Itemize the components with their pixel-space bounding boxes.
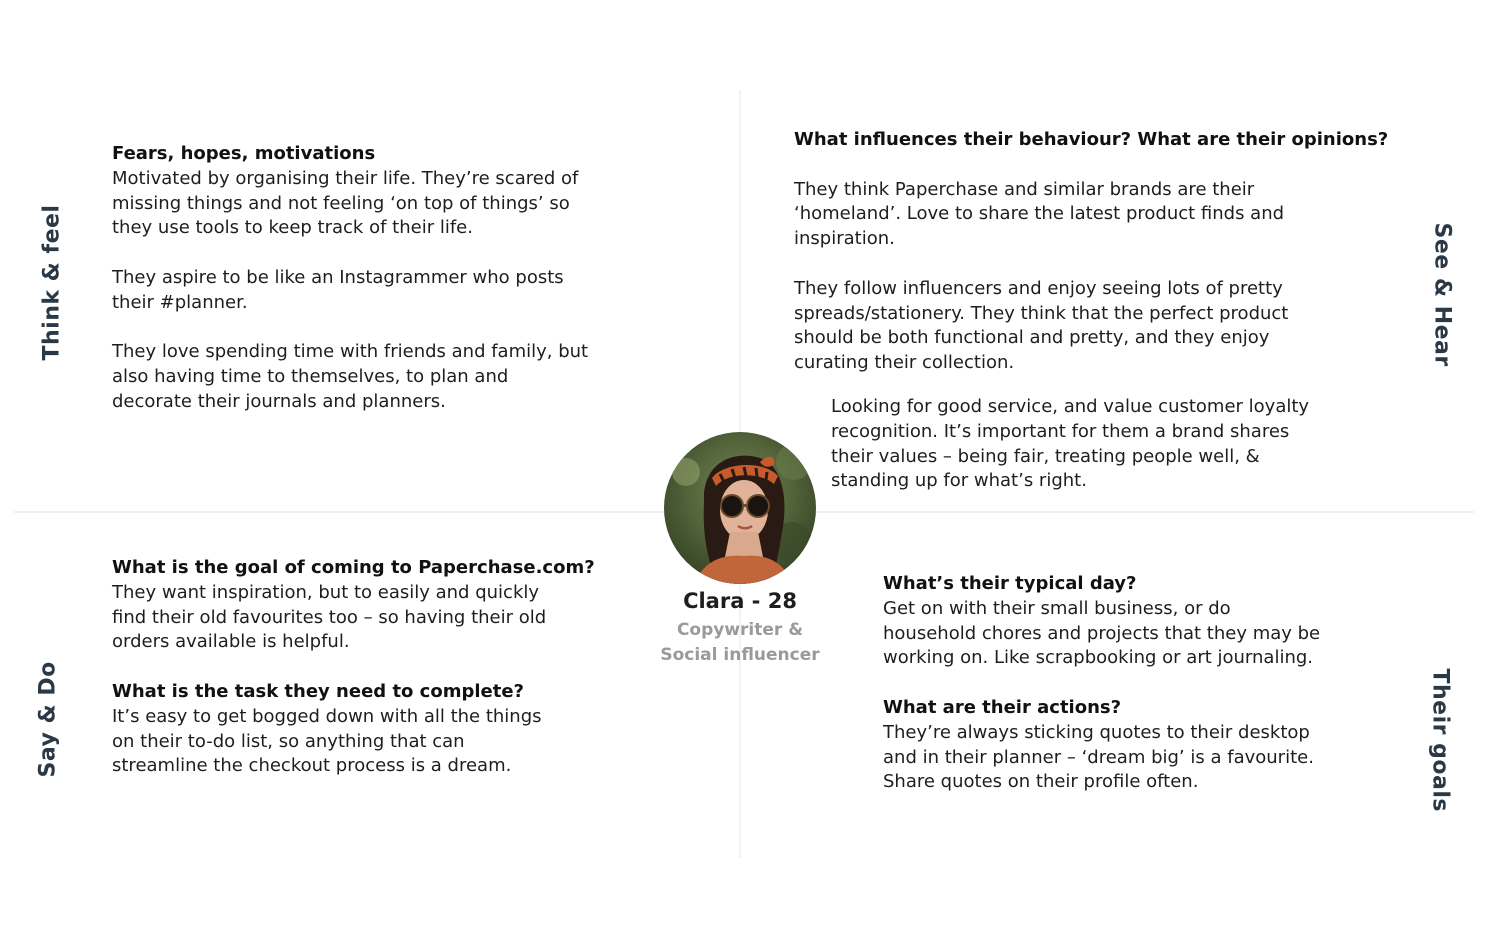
think-feel-text-line: decorate their journals and planners. bbox=[112, 390, 446, 412]
see-hear-content-2 bbox=[831, 395, 1411, 494]
label-think-feel: Think & feel bbox=[39, 204, 65, 361]
say-do-text-line: on their to-do list, so anything that can bbox=[112, 730, 465, 752]
think-feel-text-line: they use tools to keep track of their life. bbox=[112, 217, 473, 239]
label-see-hear: See & Hear bbox=[1429, 222, 1455, 367]
see-hear-text-line: inspiration. bbox=[794, 228, 895, 250]
persona-photo-icon bbox=[664, 432, 816, 584]
think-feel-text-line: They aspire to be like an Instagrammer who posts bbox=[112, 266, 564, 288]
see-hear-text-line: standing up for what’s right. bbox=[831, 470, 1087, 492]
say-do-text-line: It’s easy to get bogged down with all the things bbox=[112, 705, 542, 727]
see-hear-text-line: spreads/stationery. They think that the perfect product bbox=[794, 302, 1289, 324]
say-do-text-line: streamline the checkout process is a dream. bbox=[112, 755, 512, 777]
their-goals-content bbox=[883, 572, 1423, 795]
their-goals-text-line: Get on with their small business, or do bbox=[883, 597, 1231, 619]
their-goals-text-line: working on. Like scrapbooking or art journaling. bbox=[883, 647, 1313, 669]
label-their-goals: Their goals bbox=[1427, 668, 1453, 812]
persona-role-line-2: Social influencer bbox=[660, 645, 820, 665]
see-hear-text-line: recognition. It’s important for them a brand shares bbox=[831, 420, 1290, 442]
persona-role bbox=[630, 618, 850, 668]
their-goals-text-line: They’re always sticking quotes to their desktop bbox=[883, 721, 1310, 743]
think-feel-text-line: missing things and not feeling ‘on top of things’ so bbox=[112, 192, 570, 214]
think-feel-heading: Fears, hopes, motivations bbox=[112, 143, 376, 164]
see-hear-text-line: curating their collection. bbox=[794, 352, 1015, 374]
their-goals-text-line: and in their planner – ‘dream big’ is a favourite. bbox=[883, 746, 1314, 768]
see-hear-text-line: They follow influencers and enjoy seeing lots of pretty bbox=[794, 277, 1283, 299]
persona-name: Clara - 28 bbox=[683, 589, 797, 613]
say-do-heading-1: What is the goal of coming to Paperchase.com? bbox=[112, 557, 595, 578]
think-feel-text-line: also having time to themselves, to plan and bbox=[112, 366, 509, 388]
say-do-text-line: find their old favourites too – so having their old bbox=[112, 606, 547, 628]
their-goals-text-line: Share quotes on their profile often. bbox=[883, 771, 1199, 793]
see-hear-text-line: Looking for good service, and value customer loyalty bbox=[831, 396, 1310, 417]
say-do-content bbox=[112, 556, 652, 779]
label-say-do: Say & Do bbox=[35, 661, 61, 778]
see-hear-text-line: should be both functional and pretty, and they enjoy bbox=[794, 327, 1270, 349]
think-feel-content bbox=[112, 142, 672, 415]
see-hear-content bbox=[794, 128, 1414, 376]
see-hear-heading: What influences their behaviour? What are their opinions? bbox=[794, 129, 1389, 150]
say-do-text-line: orders available is helpful. bbox=[112, 631, 350, 653]
persona-photo-illustration bbox=[664, 432, 816, 584]
say-do-heading-2: What is the task they need to complete? bbox=[112, 680, 524, 702]
see-hear-text-line: ‘homeland’. Love to share the latest product finds and bbox=[794, 203, 1285, 225]
persona-role-line-1: Copywriter & bbox=[676, 620, 804, 640]
think-feel-text-line: Motivated by organising their life. They’re scared of bbox=[112, 167, 579, 189]
their-goals-heading-1: What’s their typical day? bbox=[883, 573, 1137, 594]
their-goals-text-line: household chores and projects that they may be bbox=[883, 622, 1321, 644]
their-goals-heading-2: What are their actions? bbox=[883, 696, 1122, 718]
think-feel-text-line: They love spending time with friends and family, but bbox=[112, 341, 589, 363]
think-feel-text-line: their #planner. bbox=[112, 291, 248, 313]
see-hear-text-line: They think Paperchase and similar brands are their bbox=[794, 178, 1255, 200]
say-do-text-line: They want inspiration, but to easily and quickly bbox=[112, 581, 540, 603]
see-hear-text-line: their values – being fair, treating people well, & bbox=[831, 445, 1260, 467]
